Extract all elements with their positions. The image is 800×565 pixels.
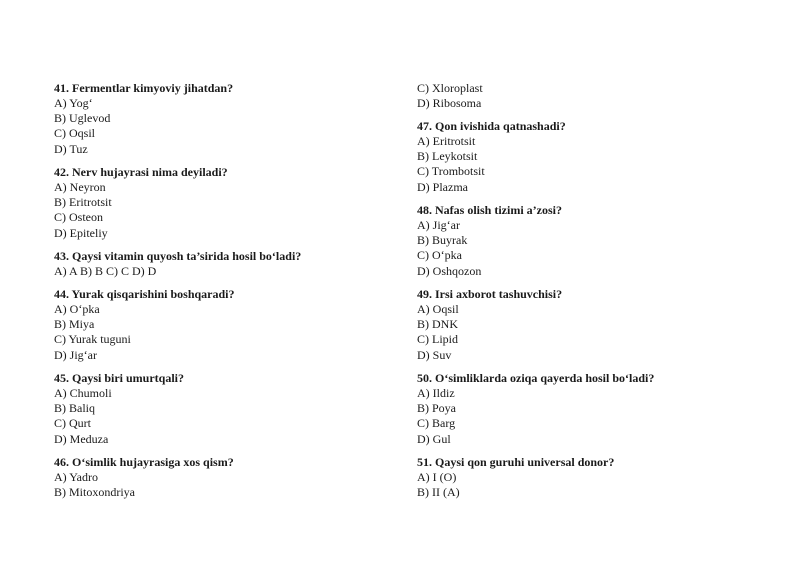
question-41 [54,81,394,157]
answer-option: B) DNK [417,317,458,332]
question-title: 51. Qaysi qon guruhi universal donor? [417,455,615,469]
question-50 [417,371,757,447]
answer-option: D) Gul [417,431,451,446]
answer-option: D) Jig‘ar [54,347,97,362]
answer-option: C) O‘pka [417,248,462,263]
answer-option: A) I (O) [417,470,457,484]
answer-option: C) Yurak tuguni [54,332,131,347]
question-title: 48. Nafas olish tizimi a’zosi? [417,203,562,217]
answer-option: A) Yog‘ [54,96,93,110]
question-title: 45. Qaysi biri umurtqali? [54,371,185,385]
answer-option: B) Baliq [54,401,95,416]
question-title: 49. Irsi axborot tashuvchisi? [417,287,563,301]
question-46 [54,455,394,500]
answer-option: D) Ribosoma [417,96,482,111]
question-title: 41. Fermentlar kimyoviy jihatdan? [54,81,234,95]
answer-option: C) Barg [417,416,456,431]
answer-option: C) Lipid [417,332,458,347]
question-42 [54,165,394,241]
answer-option: B) Buyrak [417,233,468,248]
answer-option: B) II (A) [417,485,460,500]
answer-option: D) Suv [417,347,452,362]
answer-option: A) Neyron [54,180,106,194]
question-48 [417,203,757,279]
answer-option: D) Oshqozon [417,263,482,278]
answer-option: A) Yadro [54,470,99,484]
question-title: 50. O‘simliklarda oziqa qayerda hosil bo‘ladi? [417,371,655,385]
question-title: 47. Qon ivishida qatnashadi? [417,119,566,133]
answer-option: B) Poya [417,401,456,416]
answer-option: D) Tuz [54,141,88,156]
answer-option: C) Trombotsit [417,164,485,179]
question-title: 43. Qaysi vitamin quyosh ta’sirida hosil bo‘ladi? [54,249,302,263]
question-51 [417,455,757,500]
answer-option: A) A B) B C) C D) D [54,264,157,278]
answer-option: D) Meduza [54,431,109,446]
answer-option: A) Chumoli [54,386,112,400]
answer-option: B) Leykotsit [417,149,478,164]
question-45 [54,371,394,447]
question-46-continued [417,81,757,111]
question-43 [54,249,394,279]
answer-option: B) Miya [54,317,95,332]
answer-option: B) Eritrotsit [54,195,112,210]
answer-option: C) Xloroplast [417,81,483,95]
answer-option: C) Osteon [54,210,103,225]
answer-option: C) Qurt [54,416,91,431]
answer-option: A) Ildiz [417,386,455,400]
answer-option: A) O‘pka [54,302,100,316]
question-title: 46. O‘simlik hujayrasiga xos qism? [54,455,234,469]
answer-option: C) Oqsil [54,126,96,141]
answer-option: A) Oqsil [417,302,459,316]
answer-option: D) Plazma [417,179,468,194]
answer-option: A) Jig‘ar [417,218,460,232]
question-44 [54,287,394,363]
answer-option: B) Mitoxondriya [54,485,135,500]
answer-option: B) Uglevod [54,111,111,126]
question-title: 44. Yurak qisqarishini boshqaradi? [54,287,235,301]
answer-option: A) Eritrotsit [417,134,476,148]
question-47 [417,119,757,195]
question-49 [417,287,757,363]
question-title: 42. Nerv hujayrasi nima deyiladi? [54,165,228,179]
answer-option: D) Epiteliy [54,225,108,240]
